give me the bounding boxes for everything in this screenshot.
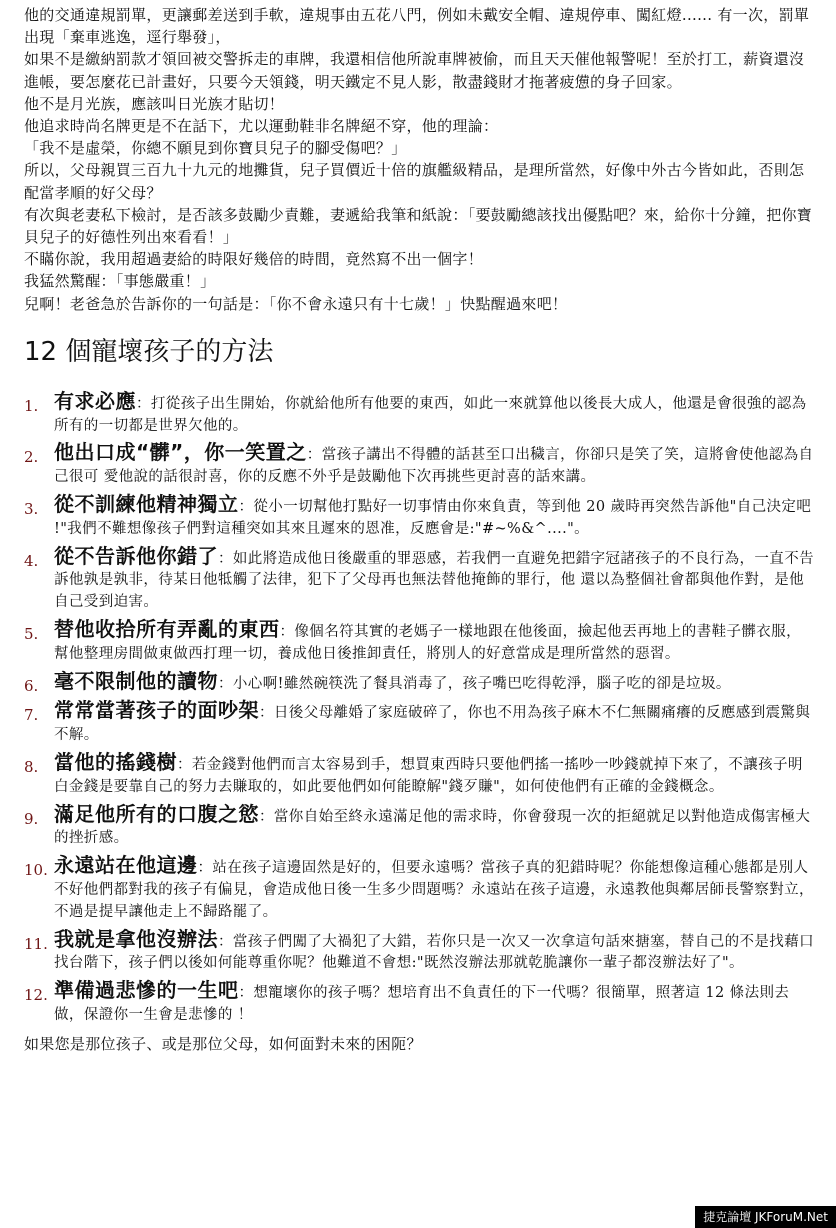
method-number: 12. bbox=[24, 986, 48, 1005]
method-body: ：若金錢對他們而言太容易到手，想買東西時只要他們搖一搖吵一吵錢就掉下來了，不讓孩子明白金錢是要靠自己的努力去賺取的，如此要他們如何能瞭解"錢歹賺"，如何使他們有正確的金錢概念。 bbox=[54, 757, 803, 795]
method-number: 1. bbox=[24, 396, 39, 415]
intro-paragraph: 不瞞你說，我用超過妻給的時限好幾倍的時間，竟然寫不出一個字！ bbox=[24, 250, 484, 269]
method-body: ：日後父母離婚了家庭破碎了，你也不用為孩子麻木不仁無關痛癢的反應感到震驚與不解。 bbox=[54, 705, 811, 744]
intro-paragraph: 有次與老妻私下檢討，是否該多鼓勵少責難，妻遞給我筆和紙說：「要鼓勵總該找出優點吧？來，給你十分鐘，把你寶貝兒子的好德性列出來看看！」 bbox=[24, 205, 813, 247]
method-number: 8. bbox=[24, 758, 39, 776]
method-body: ：小心啊!雖然碗筷洗了餐具消毒了，孩子嘴巴吃得乾淨，腦子吃的卻是垃圾。 bbox=[218, 675, 731, 692]
method-body: ：當你自始至終永遠滿足他的需求時，你會發現一次的拒絕就足以對他造成傷害極大的挫折感。 bbox=[54, 808, 811, 847]
intro-paragraph: 他的交通違規罰單，更讓郵差送到手軟，違規事由五花八門，例如未戴安全帽、違規停車、闖紅燈...... 有一次，罰單出現「棄車逃逸，逕行舉發」， bbox=[24, 6, 810, 47]
method-body: ：想寵壞你的孩子嗎？想培育出不負責任的下一代嗎？很簡單，照著這 12 條法則去做，保證你一生會是悲慘的 ！ bbox=[54, 985, 790, 1023]
method-title: 有求必應 bbox=[54, 388, 136, 413]
method-item bbox=[24, 752, 814, 799]
method-title: 從不訓練他精神獨立 bbox=[54, 492, 239, 517]
intro-paragraph: 所以，父母親買三百九十九元的地攤貨，兒子買價近十倍的旗艦級精品，是理所當然，好像中外古今皆如此，否則怎配當孝順的好父母？ bbox=[24, 161, 805, 202]
method-item bbox=[24, 926, 814, 976]
method-number: 3. bbox=[24, 500, 39, 519]
method-item bbox=[24, 619, 814, 666]
method-title: 準備過悲慘的一生吧 bbox=[54, 978, 239, 1003]
method-number: 2. bbox=[24, 448, 39, 467]
intro-paragraph: 如果不是繳納罰款才領回被交警拆走的車牌，我還相信他所說車牌被偷，而且天天催他報警呢！至於打工，薪資還沒進帳，要怎麼花已計畫好，只要今天領錢，明天鐵定不見人影，散盡錢財才拖著疲憊的身子回家。 bbox=[24, 50, 805, 91]
article bbox=[24, 4, 814, 1055]
method-item bbox=[24, 855, 814, 923]
method-item bbox=[24, 668, 814, 696]
method-item bbox=[24, 980, 814, 1027]
section-heading: 12 個寵壞孩子的方法 bbox=[24, 336, 274, 367]
method-body: ：從小一切幫他打點好一切事情由你來負責，等到他 20 歲時再突然告訴他"自己決定吧 !"我們不難想像孩子們對這種突如其來且遲來的恩准，反應會是:"#~%&^...."。 bbox=[54, 499, 812, 537]
method-number: 6. bbox=[24, 676, 39, 695]
method-number: 7. bbox=[24, 706, 39, 725]
method-title: 替他收拾所有弄亂的東西 bbox=[54, 617, 280, 642]
intro-paragraph: 兒啊！老爸急於告訴你的一句話是：「你不會永遠只有十七歲！」快點醒過來吧！ bbox=[24, 294, 568, 313]
method-number: 9. bbox=[24, 809, 39, 828]
intro-section bbox=[24, 4, 814, 315]
method-title: 從不告訴他你錯了 bbox=[54, 543, 218, 568]
method-title: 當他的搖錢樹 bbox=[54, 750, 177, 774]
forum-watermark: 捷克論壇 JKForuM.Net bbox=[695, 1206, 836, 1228]
intro-paragraph: 「我不是虛榮，你總不願見到你寶貝兒子的腳受傷吧？」 bbox=[24, 139, 407, 158]
method-title: 毫不限制他的讀物 bbox=[54, 668, 218, 693]
intro-paragraph: 他追求時尚名牌更是不在話下，尤以運動鞋非名牌絕不穿，他的理論： bbox=[24, 117, 499, 136]
method-title: 我就是拿他沒辦法 bbox=[54, 926, 218, 951]
method-item bbox=[24, 700, 814, 747]
method-body: ：站在孩子這邊固然是好的，但要永遠嗎？當孩子真的犯錯時呢？你能想像這種心態都是別人不好他們都對我的孩子有偏見，會造成他日後一生多少問題嗎？永遠站在孩子這邊，永遠教他與鄰居師長警察對立，不過是提早讓他走上不歸路罷了。 bbox=[54, 860, 814, 920]
method-item bbox=[24, 543, 814, 614]
method-title: 滿足他所有的口腹之慾 bbox=[54, 801, 259, 826]
method-body: ：當孩子們闖了大禍犯了大錯，若你只是一次又一次拿這句話來搪塞，替自己的不是找藉口找台階下，孩子們以後如何能尊重你呢？他難道不會想:"既然沒辦法那就乾脆讓你一輩子都沒辦法好了"。 bbox=[54, 933, 814, 972]
method-body: ：像個名符其實的老媽子一樣地跟在他後面，撿起他丟再地上的書鞋子髒衣服，幫他整理房間做東做西打理一切，養成他日後推卸責任，將別人的好意當成是理所當然的惡習。 bbox=[54, 624, 801, 662]
method-number: 10. bbox=[24, 861, 48, 880]
closing-question: 如果您是那位孩子、或是那位父母，如何面對未來的困阨？ bbox=[24, 1034, 422, 1053]
method-item bbox=[24, 801, 814, 851]
intro-paragraph: 他不是月光族，應該叫日光族才貼切！ bbox=[24, 94, 285, 113]
method-title: 永遠站在他這邊 bbox=[54, 853, 198, 878]
method-number: 5. bbox=[24, 625, 39, 644]
method-item bbox=[24, 442, 814, 489]
method-body: ：當孩子講出不得體的話甚至口出穢言，你卻只是笑了笑，這將會使他認為自己很可 愛他說的話很討喜，你的反應不外乎是鼓勵他下次再挑些更討喜的話來講。 bbox=[54, 447, 814, 486]
intro-paragraph: 我猛然驚醒：「事態嚴重！」 bbox=[24, 272, 216, 291]
method-title: 他出口成“髒”，你一笑置之 bbox=[54, 440, 307, 465]
method-number: 4. bbox=[24, 551, 39, 570]
methods-list bbox=[24, 388, 814, 1027]
method-body: ：打從孩子出生開始，你就給他所有他要的東西，如此一來就算他以後長大成人，他還是會很強的認為所有的一切都是世界欠他的。 bbox=[54, 395, 807, 434]
method-item bbox=[24, 494, 814, 541]
method-item bbox=[24, 388, 814, 438]
method-title: 常常當著孩子的面吵架 bbox=[54, 698, 259, 723]
method-body: ：如此將造成他日後嚴重的罪惡感，若我們一直避免把錯字冠諸孩子的不良行為，一直不告訴他孰是孰非，待某日他牴觸了法律，犯下了父母再也無法替他掩飾的罪行，他 還以為整個社會都與他作對，是他自己受到迫害。 bbox=[54, 550, 814, 611]
method-number: 11. bbox=[24, 934, 48, 953]
